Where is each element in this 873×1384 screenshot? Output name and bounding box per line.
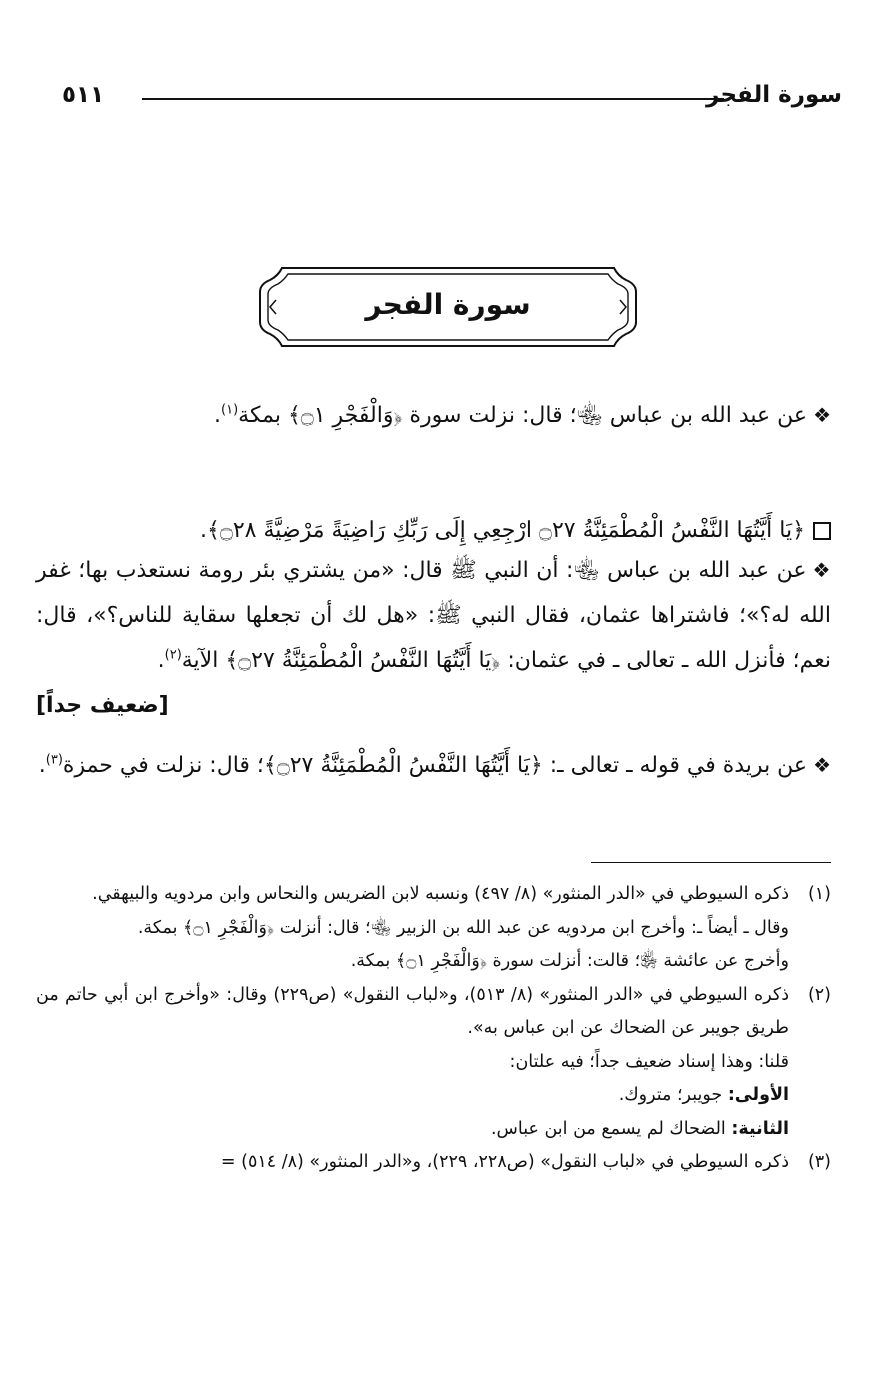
footnote-text: جويبر؛ متروك. (618, 1085, 723, 1105)
running-header (62, 82, 842, 118)
diamond-bullet-icon: ❖ (813, 753, 831, 777)
verse-heading-block (36, 508, 831, 553)
diamond-bullet-icon: ❖ (813, 403, 831, 427)
footnote-label: الأولى: (727, 1085, 789, 1105)
footnote-text: ذكره السيوطي في «لباب النقول» (ص٢٢٨، ٢٢٩)، و«الدر المنثور» (٨/ ٥١٤) = (220, 1152, 789, 1172)
header-rule (142, 98, 724, 100)
hadith-block-3 (36, 743, 831, 788)
hadith-2-text: عن عبد الله بن عباس ﵄: أن النبي ﷺ قال: «من يشتري بئر رومة نستعذب بها؛ غفر الله له؟»؛ فاشتراها عثمان، فقال النبي ﷺ: «هل لك أن تجعلها سقاية للناس؟»، قال: نعم؛ فأنزل الله ـ تعالى ـ في عثمان: ﴿يَا أَيَّتُهَا النَّفْسُ الْمُطْمَئِنَّةُ ۝٢٧﴾ الآية (36, 558, 831, 673)
hadith-2-end: . (157, 648, 165, 673)
square-marker-icon (813, 522, 831, 540)
footnote-label: الثانية: (731, 1118, 789, 1139)
footnote-text: وأخرج عن عائشة ﵂؛ قالت: أنزلت سورة ﴿وَالْفَجْرِ ۝١﴾ بمكة. (350, 951, 789, 971)
footnote-text: ذكره السيوطي في «الدر المنثور» (٨/ ٤٩٧) ونسبه لابن الضريس والنحاس وابن مردويه والبيهقي. (92, 884, 789, 904)
footnote-number: (٢) (807, 984, 831, 1005)
grade-label: [ضعيف جداً] (36, 693, 169, 718)
footnote-ref-3[interactable]: (٣) (45, 752, 63, 768)
verse-heading-text: ﴿يَا أَيَّتُهَا النَّفْسُ الْمُطْمَئِنَّةُ ۝٢٧ ارْجِعِي إِلَى رَبِّكِ رَاضِيَةً مَرْضِيَّةً ۝٢٨﴾ (207, 518, 805, 543)
footnote-3 (36, 1146, 831, 1180)
footnote-ref-2[interactable]: (٢) (164, 647, 182, 663)
footnotes (36, 878, 831, 1180)
hadith-block-1 (36, 393, 831, 438)
footnote-text: وقال ـ أيضاً ـ: وأخرج ابن مردويه عن عبد الله بن الزبير ﵄؛ قال: أنزلت ﴿وَالْفَجْرِ ۝١﴾ بمكة. (137, 917, 789, 938)
footnote-number: (١) (807, 884, 831, 904)
footnote-line (36, 1079, 789, 1113)
footnote-separator (591, 862, 831, 863)
hadith-3-text: عن بريدة في قوله ـ تعالى ـ: ﴿يَا أَيَّتُهَا النَّفْسُ الْمُطْمَئِنَّةُ ۝٢٧﴾؛ قال: نزلت في حمزة (62, 753, 808, 778)
surah-title: سورة الفجر (365, 288, 531, 321)
footnote-number: (٣) (807, 1152, 831, 1172)
footnote-line (36, 1113, 789, 1147)
footnote-text: ذكره السيوطي في «الدر المنثور» (٨/ ٥١٣)، و«لباب النقول» (ص٢٢٩) وقال: «وأخرج ابن أبي حاتم من طريق جويبر عن الضحاك عن ابن عباس به». (36, 984, 790, 1038)
footnote-1 (36, 878, 831, 979)
running-header-title: سورة الفجر (706, 82, 842, 108)
footnote-text: الضحاك لم يسمع من ابن عباس. (490, 1118, 726, 1139)
footnote-ref-1[interactable]: (١) (221, 402, 239, 418)
surah-title-frame (258, 266, 638, 348)
footnote-text: قلنا: وهذا إسناد ضعيف جداً؛ فيه علتان: (509, 1051, 789, 1072)
footnote-2 (36, 979, 831, 1147)
verse-heading-end: . (200, 518, 208, 543)
diamond-bullet-icon: ❖ (812, 558, 831, 582)
page-number: ٥١١ (62, 82, 105, 108)
hadith-1-text: عن عبد الله بن عباس ﵄؛ قال: نزلت سورة ﴿وَالْفَجْرِ ۝١﴾ بمكة (238, 403, 808, 428)
hadith-3-end: . (38, 753, 46, 778)
hadith-block-2 (36, 548, 831, 728)
hadith-1-end: . (214, 403, 222, 428)
